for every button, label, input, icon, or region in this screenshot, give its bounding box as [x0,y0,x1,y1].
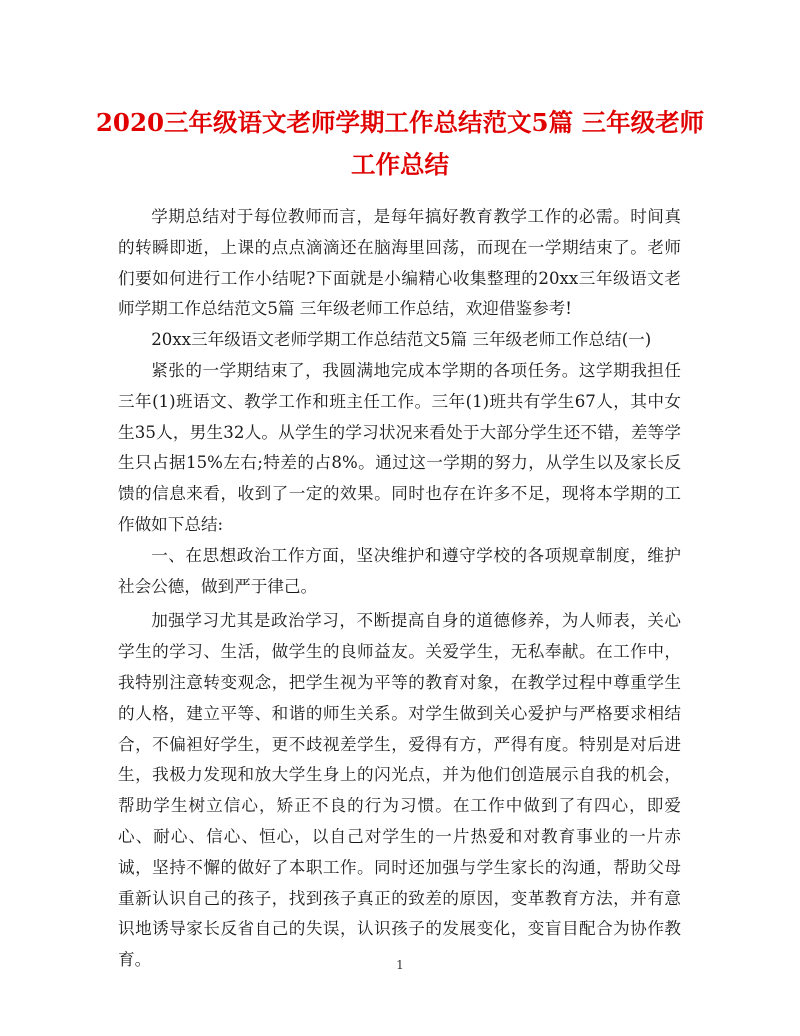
paragraph-study: 加强学习尤其是政治学习，不断提高自身的道德修养，为人师表，关心学生的学习、生活，做学生的良师益友。关爱学生，无私奉献。在工作中，我特别注意转变观念，把学生视为平等的教育对象，在教学过程中尊重学生的人格，建立平等、和谐的师生关系。对学生做到关心爱护与严格要求相结合，不偏袒好学生，更不歧视差学生，爱得有方，严得有度。特别是对后进生，我极力发现和放大学生身上的闪光点，并为他们创造展示自我的机会，帮助学生树立信心，矫正不良的行为习惯。在工作中做到了有四心，即爱心、耐心、信心、恒心，以自己对学生的一片热爱和对教育事业的一片赤诚，坚持不懈的做好了本职工作。同时还加强与学生家长的沟通，帮助父母重新认识自己的孩子，找到孩子真正的致差的原因，变革教育方法，并有意识地诱导家长反省自己的失误，认识孩子的发展变化，变盲目配合为协作教育。 [118,611,681,970]
document-body [118,202,681,976]
page-number: 1 [396,958,404,972]
paragraph-summary: 紧张的一学期结束了，我圆满地完成本学期的各项任务。这学期我担任三年(1)班语文、教学工作和班主任工作。三年(1)班共有学生67人，其中女生35人，男生32人。从学生的学习状况来看处于大部分学生还不错，差等学生只占据15%左右;特差的占8%。通过这一学期的努力，从学生以及家长反馈的信息来看，收到了一定的效果。同时也存在许多不足，现将本学期的工作做如下总结: [118,360,681,534]
paragraph-political-work: 一、在思想政治工作方面，坚决维护和遵守学校的各项规章制度，维护社会公德，做到严于律己。 [118,545,681,596]
document-title: 2020三年级语文老师学期工作总结范文5篇 三年级老师工作总结 [95,108,705,179]
paragraph-section-heading: 20xx三年级语文老师学期工作总结范文5篇 三年级老师工作总结(一) [151,330,652,350]
paragraph-intro: 学期总结对于每位教师而言，是每年搞好教育教学工作的必需。时间真的转瞬即逝，上课的点点滴滴还在脑海里回荡，而现在一学期结束了。老师们要如何进行工作小结呢?下面就是小编精心收集整理的20xx三年级语文老师学期工作总结范文5篇 三年级老师工作总结，欢迎借鉴参考! [118,207,681,319]
